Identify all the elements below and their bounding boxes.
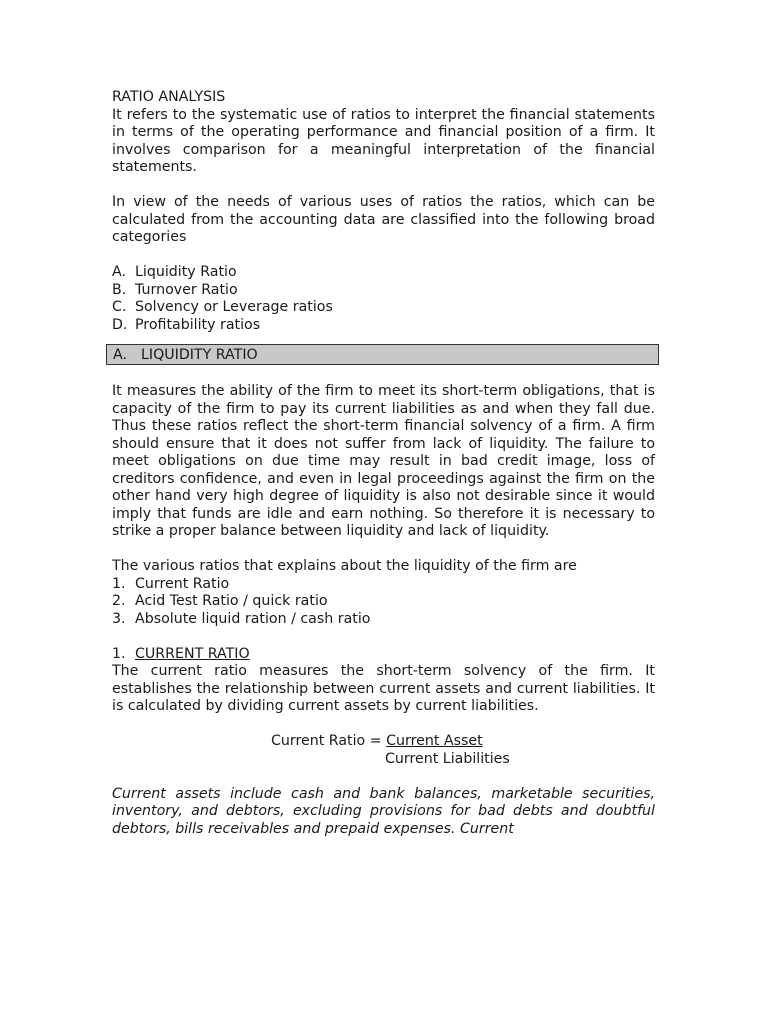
categories-intro-paragraph: In view of the needs of various uses of ratios the ratios, which can be calculated from the accounting data are classified into the following broad categories: [112, 194, 655, 245]
list-marker: D.: [112, 316, 128, 333]
intro-paragraph: It refers to the systematic use of ratios to interpret the financial statements in terms of the operating performance and financial position of a firm. It involves comparison for a meaningful interpretation of the financial statements.: [112, 106, 655, 175]
list-item: [112, 593, 655, 611]
list-item: [112, 611, 655, 629]
current-assets-note: Current assets include cash and bank balances, marketable securities, inventory, and debtors, excluding provisions for bad debts and doubtful debtors, bills receivables and prepaid expenses. Current: [112, 785, 655, 837]
current-ratio-formula: [112, 733, 655, 768]
list-item: [112, 299, 655, 317]
section-marker: A.: [113, 347, 127, 363]
list-item-label: Profitability ratios: [135, 316, 261, 333]
current-ratio-heading: [112, 646, 655, 664]
list-item: [112, 317, 655, 335]
list-item-label: Liquidity Ratio: [135, 264, 237, 280]
liquidity-ratio-section-header: [106, 344, 659, 365]
liquidity-ratios-list: [112, 576, 655, 629]
list-item-label: Acid Test Ratio / quick ratio: [135, 593, 328, 609]
formula-denominator: Current Liabilities: [385, 750, 510, 767]
ratio-categories-list: [112, 264, 655, 334]
list-marker: 3.: [112, 610, 126, 627]
list-marker: 2.: [112, 593, 126, 609]
section-title: LIQUIDITY RATIO: [141, 347, 258, 363]
ratio-analysis-heading: RATIO ANALYSIS: [112, 89, 226, 105]
document-page: [112, 89, 655, 838]
list-item: [112, 264, 655, 282]
list-item-label: Turnover Ratio: [135, 281, 238, 298]
list-item-label: Current Ratio: [135, 575, 230, 592]
list-marker: A.: [112, 264, 126, 280]
list-marker: 1.: [112, 575, 126, 592]
list-item-label: Absolute liquid ration / cash ratio: [135, 610, 371, 627]
list-marker: C.: [112, 299, 127, 315]
list-marker: B.: [112, 281, 127, 298]
current-ratio-paragraph: The current ratio measures the short-term solvency of the firm. It establishes the relationship between current assets and current liabilities. It is calculated by dividing current assets by current liabilities.: [112, 663, 655, 714]
list-item-label: Solvency or Leverage ratios: [135, 299, 333, 315]
liquidity-paragraph: It measures the ability of the firm to meet its short-term obligations, that is capacity of the firm to pay its current liabilities as and when they fall due. Thus these ratios reflect the short-term financial solvency of a firm. A firm should ensure that it does not suffer from lack of liquidity. The failure to meet obligations on due time may result in bad credit image, loss of creditors confidence, and even in legal proceedings against the firm on the other hand very high degree of liquidity is also not desirable since it would imply that funds are idle and earn nothing. So therefore it is necessary to strike a proper balance between liquidity and lack of liquidity.: [112, 383, 655, 539]
liquidity-list-intro: The various ratios that explains about the liquidity of the firm are: [112, 558, 577, 574]
heading-title: CURRENT RATIO: [135, 645, 250, 662]
formula-lhs: Current Ratio =: [271, 733, 387, 749]
list-item: [112, 576, 655, 594]
heading-number: 1.: [112, 645, 126, 662]
list-item: [112, 282, 655, 300]
formula-numerator: Current Asset: [386, 733, 483, 749]
